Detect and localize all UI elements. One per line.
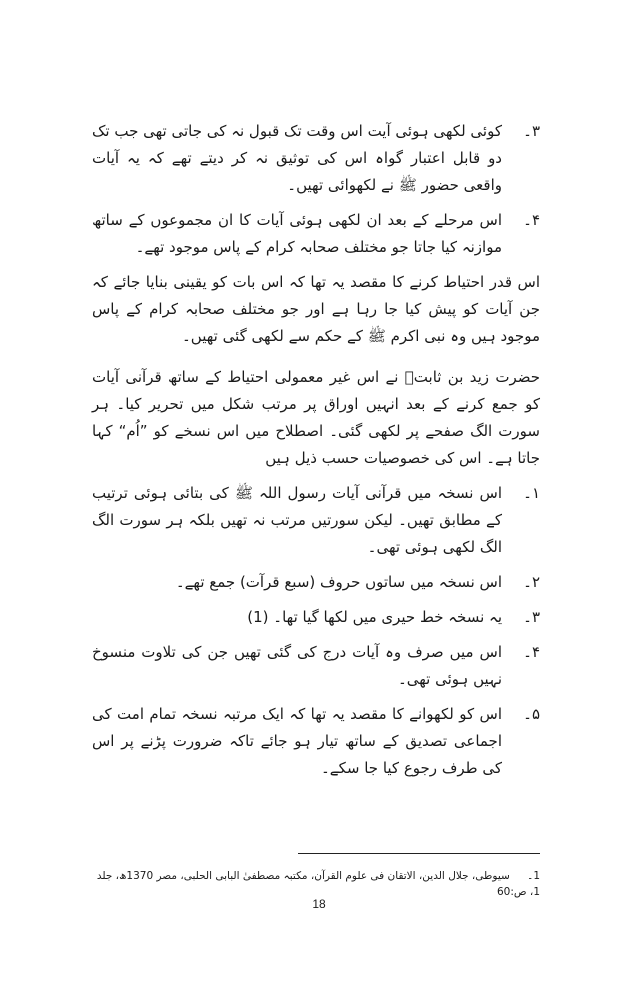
- list-item: [92, 480, 540, 561]
- item-number: ۲۔: [523, 573, 540, 591]
- item-number: ۴۔: [523, 643, 540, 661]
- item-number: ۴۔: [523, 211, 540, 229]
- list-item: [92, 207, 540, 261]
- footnote-divider: [298, 853, 540, 854]
- item-text: اس کو لکھوانے کا مقصد یہ تھا کہ ایک مرتبہ نسخہ تمام امت کی اجماعی تصدیق کے ساتھ تیار ہو جائے تاکہ ضرورت پڑنے پر اس کی طرف رجوع کیا جا سکے۔: [92, 705, 502, 777]
- main-text: [92, 118, 540, 782]
- footnote: [92, 868, 540, 900]
- item-text: اس نسخہ میں قرآنی آیات رسول اللہ ﷺ کی بتائی ہوئی ترتیب کے مطابق تھیں۔ لیکن سورتیں مرتب نہ تھیں بلکہ ہر سورت الگ الگ لکھی ہوئی تھی۔: [92, 484, 502, 556]
- paragraph: حضرت زید بن ثابتؓ نے اس غیر معمولی احتیاط کے ساتھ قرآنی آیات کو جمع کرنے کے بعد انہیں اوراق پر مرتب شکل میں تحریر کیا۔ ہر سورت الگ صفحے پر لکھی گئی۔ اصطلاح میں اس نسخے کو ”اُم“ کہا جاتا ہے۔ اس کی خصوصیات حسب ذیل ہیں: [92, 368, 540, 467]
- list-item: [92, 604, 540, 631]
- item-text: اس مرحلے کے بعد ان لکھی ہوئی آیات کا ان مجموعوں کے ساتھ موازنہ کیا جاتا جو مختلف صحابہ کرام کے پاس موجود تھے۔: [92, 211, 502, 256]
- list-item: [92, 639, 540, 693]
- paragraph: اس قدر احتیاط کرنے کا مقصد یہ تھا کہ اس بات کو یقینی بنایا جائے کہ جن آیات کو پیش کیا جا رہا ہے اور جو مختلف صحابہ کرام کے پاس موجود ہیں وہ نبی اکرم ﷺ کے حکم سے لکھی گئی تھیں۔: [92, 273, 540, 345]
- item-number: ۵۔: [523, 705, 540, 723]
- footnote-text: سیوطی، جلال الدین، الاتقان فی علوم القرآن، مکتبہ مصطفیٰ البابی الحلبی، مصر 1370ھ، جلد 1، ص:60: [96, 870, 540, 898]
- item-text: اس میں صرف وہ آیات درج کی گئی تھیں جن کی تلاوت منسوخ نہیں ہوئی تھی۔: [92, 643, 502, 688]
- item-text: یہ نسخہ خط حیری میں لکھا گیا تھا۔ (1): [247, 608, 502, 626]
- item-number: ۳۔: [523, 122, 540, 140]
- list-item: [92, 569, 540, 596]
- list-item: [92, 701, 540, 782]
- item-text: اس نسخہ میں ساتوں حروف (سبع قرآت) جمع تھے۔: [175, 573, 502, 591]
- item-number: ۱۔: [523, 484, 540, 502]
- list-item: [92, 118, 540, 199]
- footnote-number: 1۔: [527, 870, 540, 882]
- page-number: 18: [312, 897, 326, 911]
- item-text: کوئی لکھی ہوئی آیت اس وقت تک قبول نہ کی جاتی تھی جب تک دو قابل اعتبار گواہ اس کی توثیق نہ کر دیتے تھے کہ یہ آیات واقعی حضور ﷺ نے لکھوائی تھیں۔: [92, 122, 502, 194]
- item-number: ۳۔: [523, 608, 540, 626]
